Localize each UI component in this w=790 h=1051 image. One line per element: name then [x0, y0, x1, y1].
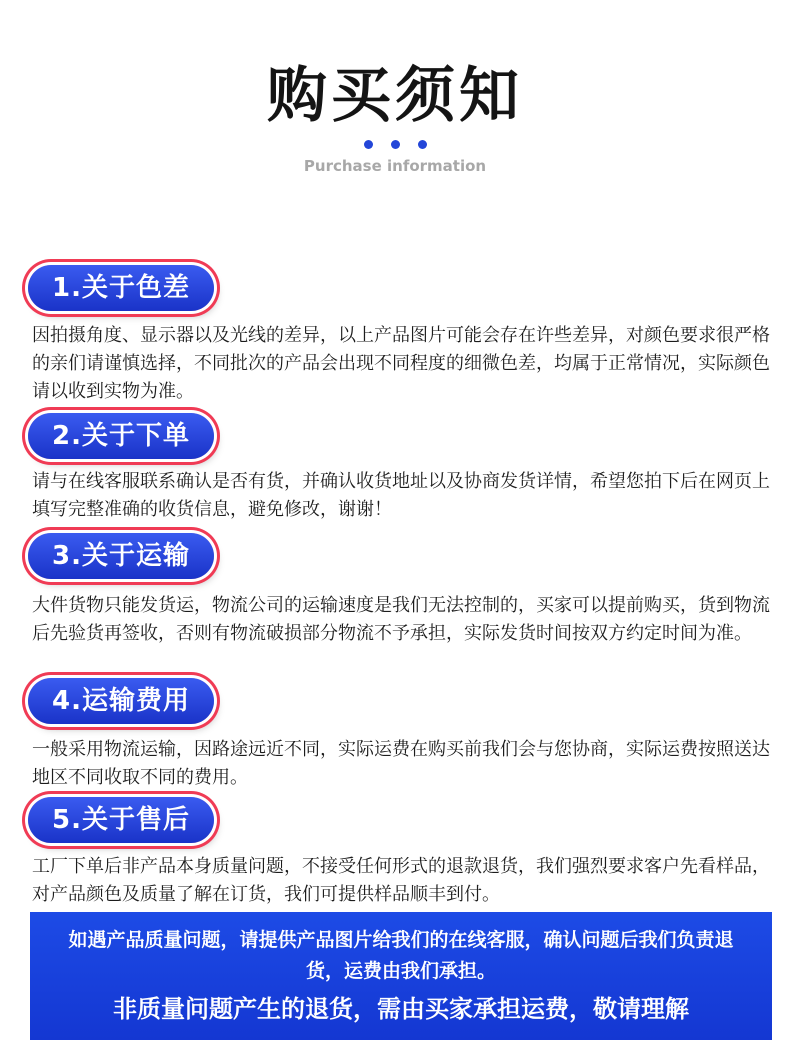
section-text-shipping: 大件货物只能发货运，物流公司的运输速度是我们无法控制的，买家可以提前购买，货到物流后先验货再签收，否则有物流破损部分物流不予承担，实际发货时间按双方约定时间为准。 [32, 595, 770, 644]
return-policy-banner [30, 912, 772, 1040]
section-heading-after-sales: 5.关于售后 [28, 797, 214, 843]
page-title: 购买须知 [267, 61, 523, 131]
dot-icon [418, 140, 427, 149]
banner-quality-issue-text: 如遇产品质量问题，请提供产品图片给我们的在线客服，确认问题后我们负责退货，运费由我们承担。 [68, 929, 734, 982]
section-text-color-difference: 因拍摄角度、显示器以及光线的差异，以上产品图片可能会存在许些差异，对颜色要求很严格的亲们请谨慎选择，不同批次的产品会出现不同程度的细微色差，均属于正常情况，实际颜色请以收到实物为准。 [32, 325, 770, 402]
page-subtitle: Purchase information [303, 157, 487, 175]
section-text-shipping-fee: 一般采用物流运输，因路途远近不同，实际运费在购买前我们会与您协商，实际运费按照送达地区不同收取不同的费用。 [32, 739, 770, 788]
dot-icon [391, 140, 400, 149]
dot-icon [364, 140, 373, 149]
section-heading-shipping-fee: 4.运输费用 [28, 678, 214, 724]
section-text-ordering: 请与在线客服联系确认是否有货，并确认收货地址以及协商发货详情，希望您拍下后在网页上填写完整准确的收货信息，避免修改，谢谢！ [32, 471, 770, 520]
section-text-after-sales: 工厂下单后非产品本身质量问题，不接受任何形式的退款退货，我们强烈要求客户先看样品，对产品颜色及质量了解在订货，我们可提供样品顺丰到付。 [32, 856, 770, 905]
section-heading-color-difference: 1.关于色差 [28, 265, 214, 311]
decorative-dots [0, 134, 790, 153]
section-heading-ordering: 2.关于下单 [28, 413, 214, 459]
section-heading-shipping: 3.关于运输 [28, 533, 214, 579]
banner-non-quality-text: 非质量问题产生的退货，需由买家承担运费，敬请理解 [113, 995, 689, 1023]
